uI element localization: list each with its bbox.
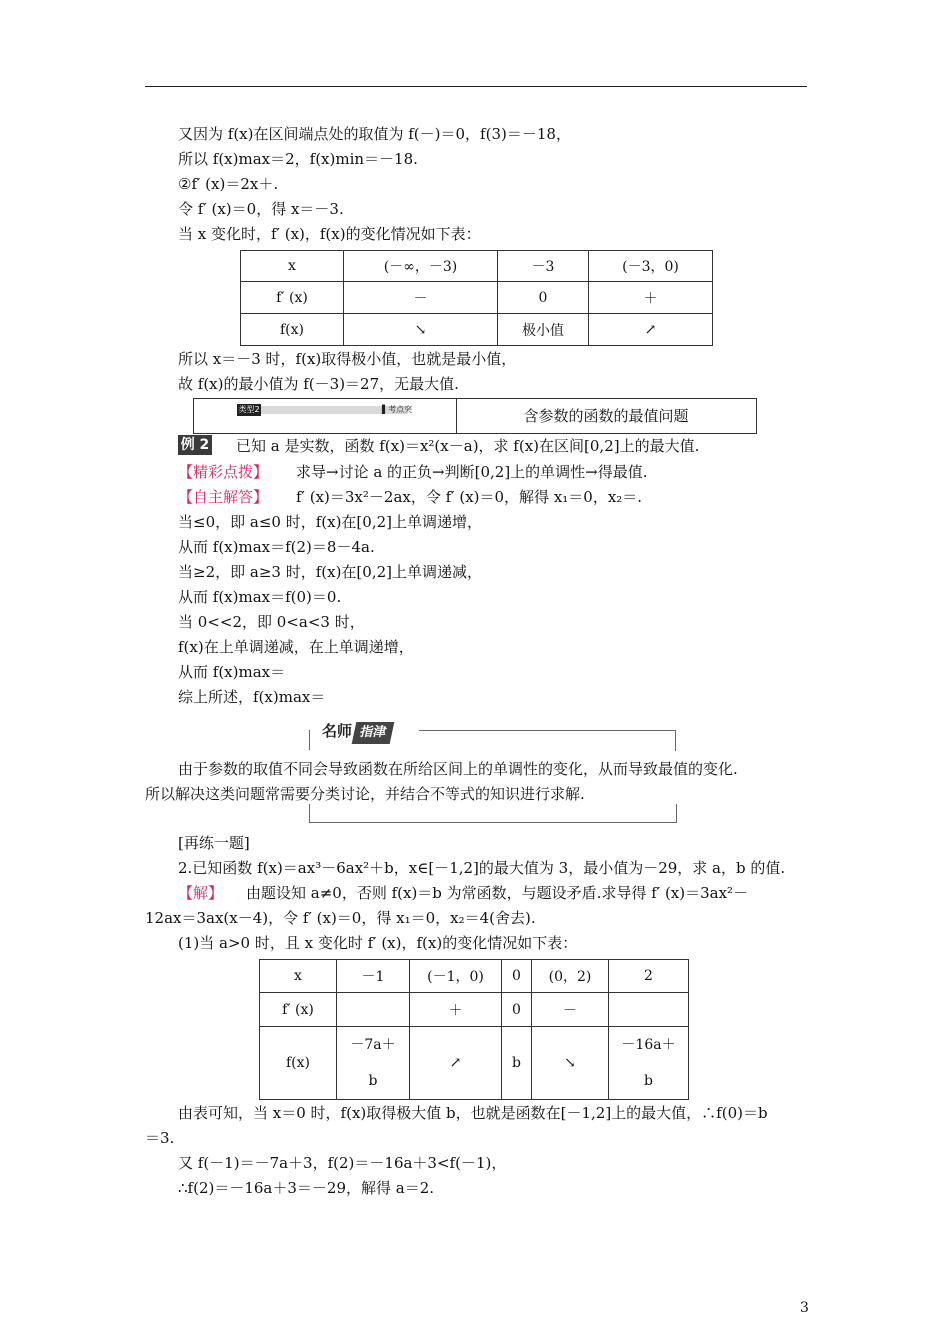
table-cell: － <box>532 993 609 1027</box>
table-cell: (－∞，－3) <box>344 251 498 282</box>
table-cell: 0 <box>498 282 589 314</box>
text-line: 当 0<<2，即 0<a<3 时， <box>178 613 365 631</box>
frame-top-left <box>309 730 318 750</box>
table-cell: (0，2) <box>532 960 609 993</box>
table-cell: f′ (x) <box>241 282 344 314</box>
table-cell: ↘ <box>532 1027 609 1100</box>
table-cell <box>337 993 410 1027</box>
type-tag-2: ▌考点突 <box>382 405 413 414</box>
frame-bottom <box>309 804 677 823</box>
table-cell: f(x) <box>260 1027 337 1100</box>
table-cell: ＋ <box>589 282 713 314</box>
answer-text: 由题设知 a≠0，否则 f(x)＝b 为常函数，与题设矛盾.求导得 f′ (x)＝3ax²－ <box>246 884 749 902</box>
variation-table-2 <box>259 959 689 1100</box>
section-title: 含参数的函数的最值问题 <box>523 407 689 425</box>
answer-label: 【解】 <box>178 884 224 902</box>
hint-label: 【精彩点拨】 <box>178 463 269 481</box>
table-cell: －7a＋ b <box>337 1027 410 1100</box>
text-line: ＝3. <box>145 1129 175 1147</box>
teacher-label-a: 名师 <box>322 722 353 740</box>
example-text: 已知 a 是实数，函数 f(x)＝x²(x－a)，求 f(x)在区间[0,2]上的最大值. <box>236 437 700 455</box>
text-line: 当≥2，即 a≥3 时，f(x)在[0,2]上单调递减， <box>178 563 482 581</box>
text-line: 从而 f(x)max＝ <box>178 663 286 681</box>
teacher-note-label <box>322 720 392 742</box>
text-line: 当 x 变化时，f′ (x)，f(x)的变化情况如下表： <box>178 225 481 243</box>
text-line: 12ax＝3ax(x－4)，令 f′ (x)＝0，得 x₁＝0，x₂＝4(舍去). <box>145 909 536 927</box>
text-line: [再练一题] <box>178 834 250 852</box>
table-cell: －1 <box>337 960 410 993</box>
text-line: 当≤0，即 a≤0 时，f(x)在[0,2]上单调递增， <box>178 513 482 531</box>
table-cell: x <box>241 251 344 282</box>
text-line: 从而 f(x)max＝f(2)＝8－4a. <box>178 538 375 556</box>
table-cell: －3 <box>498 251 589 282</box>
type-tag: 类型2 <box>238 405 260 414</box>
table-cell: ↗ <box>589 314 713 346</box>
table-cell: － <box>344 282 498 314</box>
section-type-box <box>193 398 757 434</box>
text-line: f(x)在上单调递减，在上单调递增， <box>178 638 414 656</box>
table-cell: ＋ <box>410 993 502 1027</box>
text-line: 又因为 f(x)在区间端点处的取值为 f(－)＝0，f(3)＝－18， <box>178 125 571 143</box>
hint-text: 求导→讨论 a 的正负→判断[0,2]上的单调性→得最值. <box>296 463 648 481</box>
table-cell: －16a＋ b <box>609 1027 689 1100</box>
table-cell: f(x) <box>241 314 344 346</box>
text-line: (1)当 a>0 时，且 x 变化时 f′ (x)，f(x)的变化情况如下表： <box>178 934 578 952</box>
text-line: 2.已知函数 f(x)＝ax³－6ax²＋b，x∈[－1,2]的最大值为 3，最小值为－29，求 a，b 的值. <box>178 859 786 877</box>
table-cell: b <box>502 1027 532 1100</box>
table-cell: ↗ <box>410 1027 502 1100</box>
text-line: 又 f(－1)＝－7a＋3，f(2)＝－16a＋3<f(－1)， <box>178 1154 507 1172</box>
text-line: 故 f(x)的最小值为 f(－3)＝27，无最大值. <box>178 375 459 393</box>
variation-table-1 <box>240 250 713 346</box>
frame-top <box>419 730 676 751</box>
table-cell: f′ (x) <box>260 993 337 1027</box>
page-number: 3 <box>800 1300 809 1316</box>
solve-label: 【自主解答】 <box>178 488 269 506</box>
example-badge: 例 2 <box>178 435 212 455</box>
text-line: 由表可知，当 x＝0 时，f(x)取得极大值 b，也就是函数在[－1,2]上的最大值，∴f(0)＝b <box>178 1104 768 1122</box>
table-cell: x <box>260 960 337 993</box>
text-line: 所以 f(x)max＝2，f(x)min＝－18. <box>178 150 418 168</box>
table-cell: 0 <box>502 993 532 1027</box>
table-cell: 0 <box>502 960 532 993</box>
text-line: ∴f(2)＝－16a＋3＝－29，解得 a＝2. <box>178 1179 435 1197</box>
table-cell: 2 <box>609 960 689 993</box>
teacher-note-text: 由于参数的取值不同会导致函数在所给区间上的单调性的变化，从而导致最值的变化. <box>178 760 738 778</box>
table-cell <box>609 993 689 1027</box>
text-line: 从而 f(x)max＝f(0)＝0. <box>178 588 342 606</box>
table-cell: ↘ <box>344 314 498 346</box>
table-cell: (－3，0) <box>589 251 713 282</box>
header-rule <box>145 86 807 87</box>
table-cell: (－1，0) <box>410 960 502 993</box>
text-line: 综上所述，f(x)max＝ <box>178 688 326 706</box>
text-line: ②f′ (x)＝2x＋. <box>178 175 279 193</box>
text-line: 令 f′ (x)＝0，得 x＝－3. <box>178 200 344 218</box>
solve-text: f′ (x)＝3x²－2ax，令 f′ (x)＝0，解得 x₁＝0，x₂＝. <box>296 488 643 506</box>
teacher-note-text: 所以解决这类问题常需要分类讨论，并结合不等式的知识进行求解. <box>145 785 585 803</box>
teacher-label-b: 指津 <box>352 722 395 744</box>
type-banner <box>194 399 457 433</box>
text-line: 所以 x＝－3 时，f(x)取得极小值，也就是最小值， <box>178 350 517 368</box>
table-cell: 极小值 <box>498 314 589 346</box>
